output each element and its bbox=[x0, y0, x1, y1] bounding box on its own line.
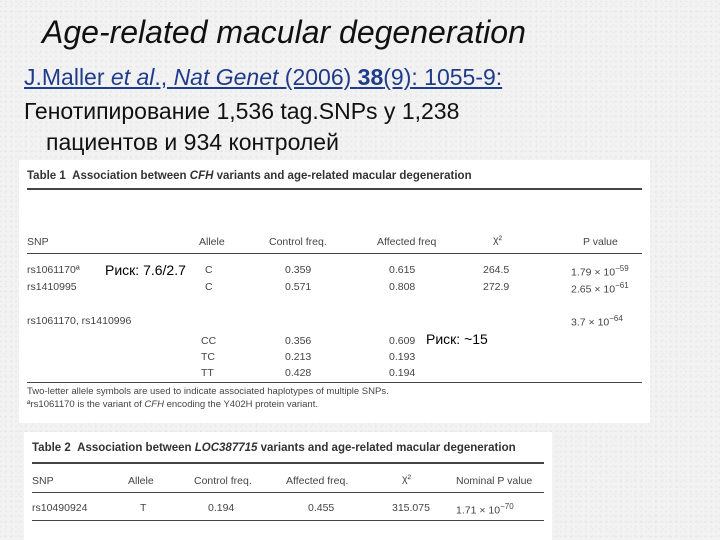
table-1-header-pvalue: P value bbox=[583, 236, 618, 248]
table-1-row-2-pvalue-mantissa: 2.65 × 10 bbox=[571, 283, 616, 296]
table-2-caption-pre: Association between bbox=[77, 442, 195, 454]
table-1-footnote-2-gene: CFH bbox=[144, 399, 164, 410]
table-2 bbox=[24, 432, 552, 540]
table-2-row-1-pvalue-exponent: −70 bbox=[500, 502, 514, 511]
table-2-caption-post: variants and age-related macular degeneration bbox=[257, 442, 516, 454]
table-1-header-chi2: χ² bbox=[493, 234, 503, 246]
table-1-caption-pre: Association between bbox=[72, 170, 190, 182]
table-1-row-1-pvalue-mantissa: 1.79 × 10 bbox=[571, 266, 616, 279]
citation-issue-pages: (9): 1055-9: bbox=[383, 64, 503, 90]
table-1-footnote-2 bbox=[27, 399, 318, 410]
table-2-row-1-affected: 0.455 bbox=[308, 502, 335, 514]
table-2-caption-gene: LOC387715 bbox=[194, 442, 258, 454]
table-2-header-allele: Allele bbox=[128, 475, 154, 487]
table-1-header-rule bbox=[27, 253, 642, 254]
table-2-row-1-chi2: 315.075 bbox=[392, 502, 430, 514]
table-2-header-rule bbox=[32, 492, 544, 493]
citation-year: (2006) bbox=[278, 64, 358, 90]
table-1-footnote-2-pre: ªrs1061170 is the variant of bbox=[27, 399, 145, 410]
table-1-row-2-allele: C bbox=[205, 281, 213, 293]
table-1-row-1-chi2: 264.5 bbox=[483, 264, 510, 276]
table-2-bottom-rule bbox=[32, 520, 544, 521]
risk-annotation-1: Риск: 7.6/2.7 bbox=[105, 262, 186, 278]
table-1-header-affected: Affected freq bbox=[377, 236, 437, 248]
genotyping-line-1: Генотипирование 1,536 tag.SNPs у 1,238 bbox=[24, 98, 460, 124]
citation-volume: 38 bbox=[357, 64, 384, 90]
table-1-row-3-pvalue-mantissa: 3.7 × 10 bbox=[571, 316, 610, 329]
table-2-row-1-control: 0.194 bbox=[208, 502, 235, 514]
table-1-row-2-snp: rs1410995 bbox=[27, 281, 77, 293]
table-1-header-allele: Allele bbox=[199, 236, 225, 248]
table-2-row-1-snp: rs10490924 bbox=[32, 502, 88, 514]
citation-journal: Nat Genet bbox=[173, 64, 279, 90]
table-1-row-4-allele: CC bbox=[201, 335, 217, 347]
table-2-header-affected: Affected freq. bbox=[286, 475, 349, 487]
table-1 bbox=[19, 160, 650, 423]
citation bbox=[24, 64, 624, 91]
table-1-row-4-control: 0.356 bbox=[285, 335, 312, 347]
table-2-row-1-pvalue bbox=[456, 502, 514, 517]
table-1-row-3-pvalue-exponent: −64 bbox=[609, 314, 623, 323]
table-1-row-4-affected: 0.609 bbox=[389, 335, 416, 347]
table-2-row-1-allele: T bbox=[140, 502, 147, 514]
table-1-row-3-snp: rs1061170, rs1410996 bbox=[27, 315, 132, 327]
table-1-caption-post: variants and age-related macular degeneration bbox=[213, 170, 472, 182]
table-1-row-2-control: 0.571 bbox=[285, 281, 312, 293]
table-1-row-2-chi2: 272.9 bbox=[483, 281, 510, 293]
table-1-top-rule bbox=[27, 188, 642, 190]
table-1-row-1-control: 0.359 bbox=[285, 264, 312, 276]
table-2-header-chi2: χ² bbox=[402, 473, 412, 485]
citation-et-al: et al bbox=[110, 64, 155, 90]
table-1-row-2-pvalue-exponent: −61 bbox=[615, 281, 629, 290]
table-1-footnote-2-post: encoding the Y402H protein variant. bbox=[163, 399, 318, 410]
table-2-top-rule bbox=[32, 462, 544, 464]
table-1-footnote-1: Two-letter allele symbols are used to indicate associated haplotypes of multiple SNPs. bbox=[27, 386, 389, 397]
table-1-row-6-affected: 0.194 bbox=[389, 367, 416, 379]
table-1-row-1-affected: 0.615 bbox=[389, 264, 416, 276]
table-1-row-2-affected: 0.808 bbox=[389, 281, 416, 293]
table-1-header-control: Control freq. bbox=[269, 236, 327, 248]
table-1-row-1-pvalue-exponent: −59 bbox=[615, 264, 629, 273]
table-1-row-5-control: 0.213 bbox=[285, 351, 312, 363]
table-2-header-pvalue: Nominal P value bbox=[456, 475, 533, 487]
table-2-row-1-pvalue-mantissa: 1.71 × 10 bbox=[456, 504, 501, 517]
table-2-header-control: Control freq. bbox=[194, 475, 252, 487]
risk-annotation-2: Риск: ~15 bbox=[426, 331, 488, 347]
table-1-row-5-allele: TC bbox=[201, 351, 215, 363]
table-1-header-snp: SNP bbox=[27, 236, 49, 248]
table-1-label: Table 1 bbox=[27, 170, 66, 182]
table-1-row-1-snp: rs1061170ª bbox=[27, 264, 80, 276]
table-1-row-5-affected: 0.193 bbox=[389, 351, 416, 363]
table-2-caption bbox=[32, 442, 516, 454]
table-1-row-6-control: 0.428 bbox=[285, 367, 312, 379]
genotyping-text bbox=[24, 96, 644, 158]
table-2-label: Table 2 bbox=[32, 442, 71, 454]
table-1-caption-gene: CFH bbox=[189, 170, 214, 182]
table-1-row-1-pvalue bbox=[571, 264, 629, 279]
table-1-bottom-rule bbox=[27, 382, 642, 383]
citation-comma: ., bbox=[154, 64, 174, 90]
genotyping-line-2: пациентов и 934 контролей bbox=[46, 129, 339, 155]
slide-title: Age-related macular degeneration bbox=[42, 14, 526, 50]
citation-authors: J.Maller bbox=[24, 64, 111, 90]
table-2-header-snp: SNP bbox=[32, 475, 54, 487]
table-1-caption bbox=[27, 170, 472, 182]
citation-text bbox=[24, 64, 502, 90]
table-1-row-1-allele: C bbox=[205, 264, 213, 276]
table-1-row-6-allele: TT bbox=[201, 367, 214, 379]
table-1-row-2-pvalue bbox=[571, 281, 629, 296]
table-1-row-3-pvalue bbox=[571, 314, 623, 329]
